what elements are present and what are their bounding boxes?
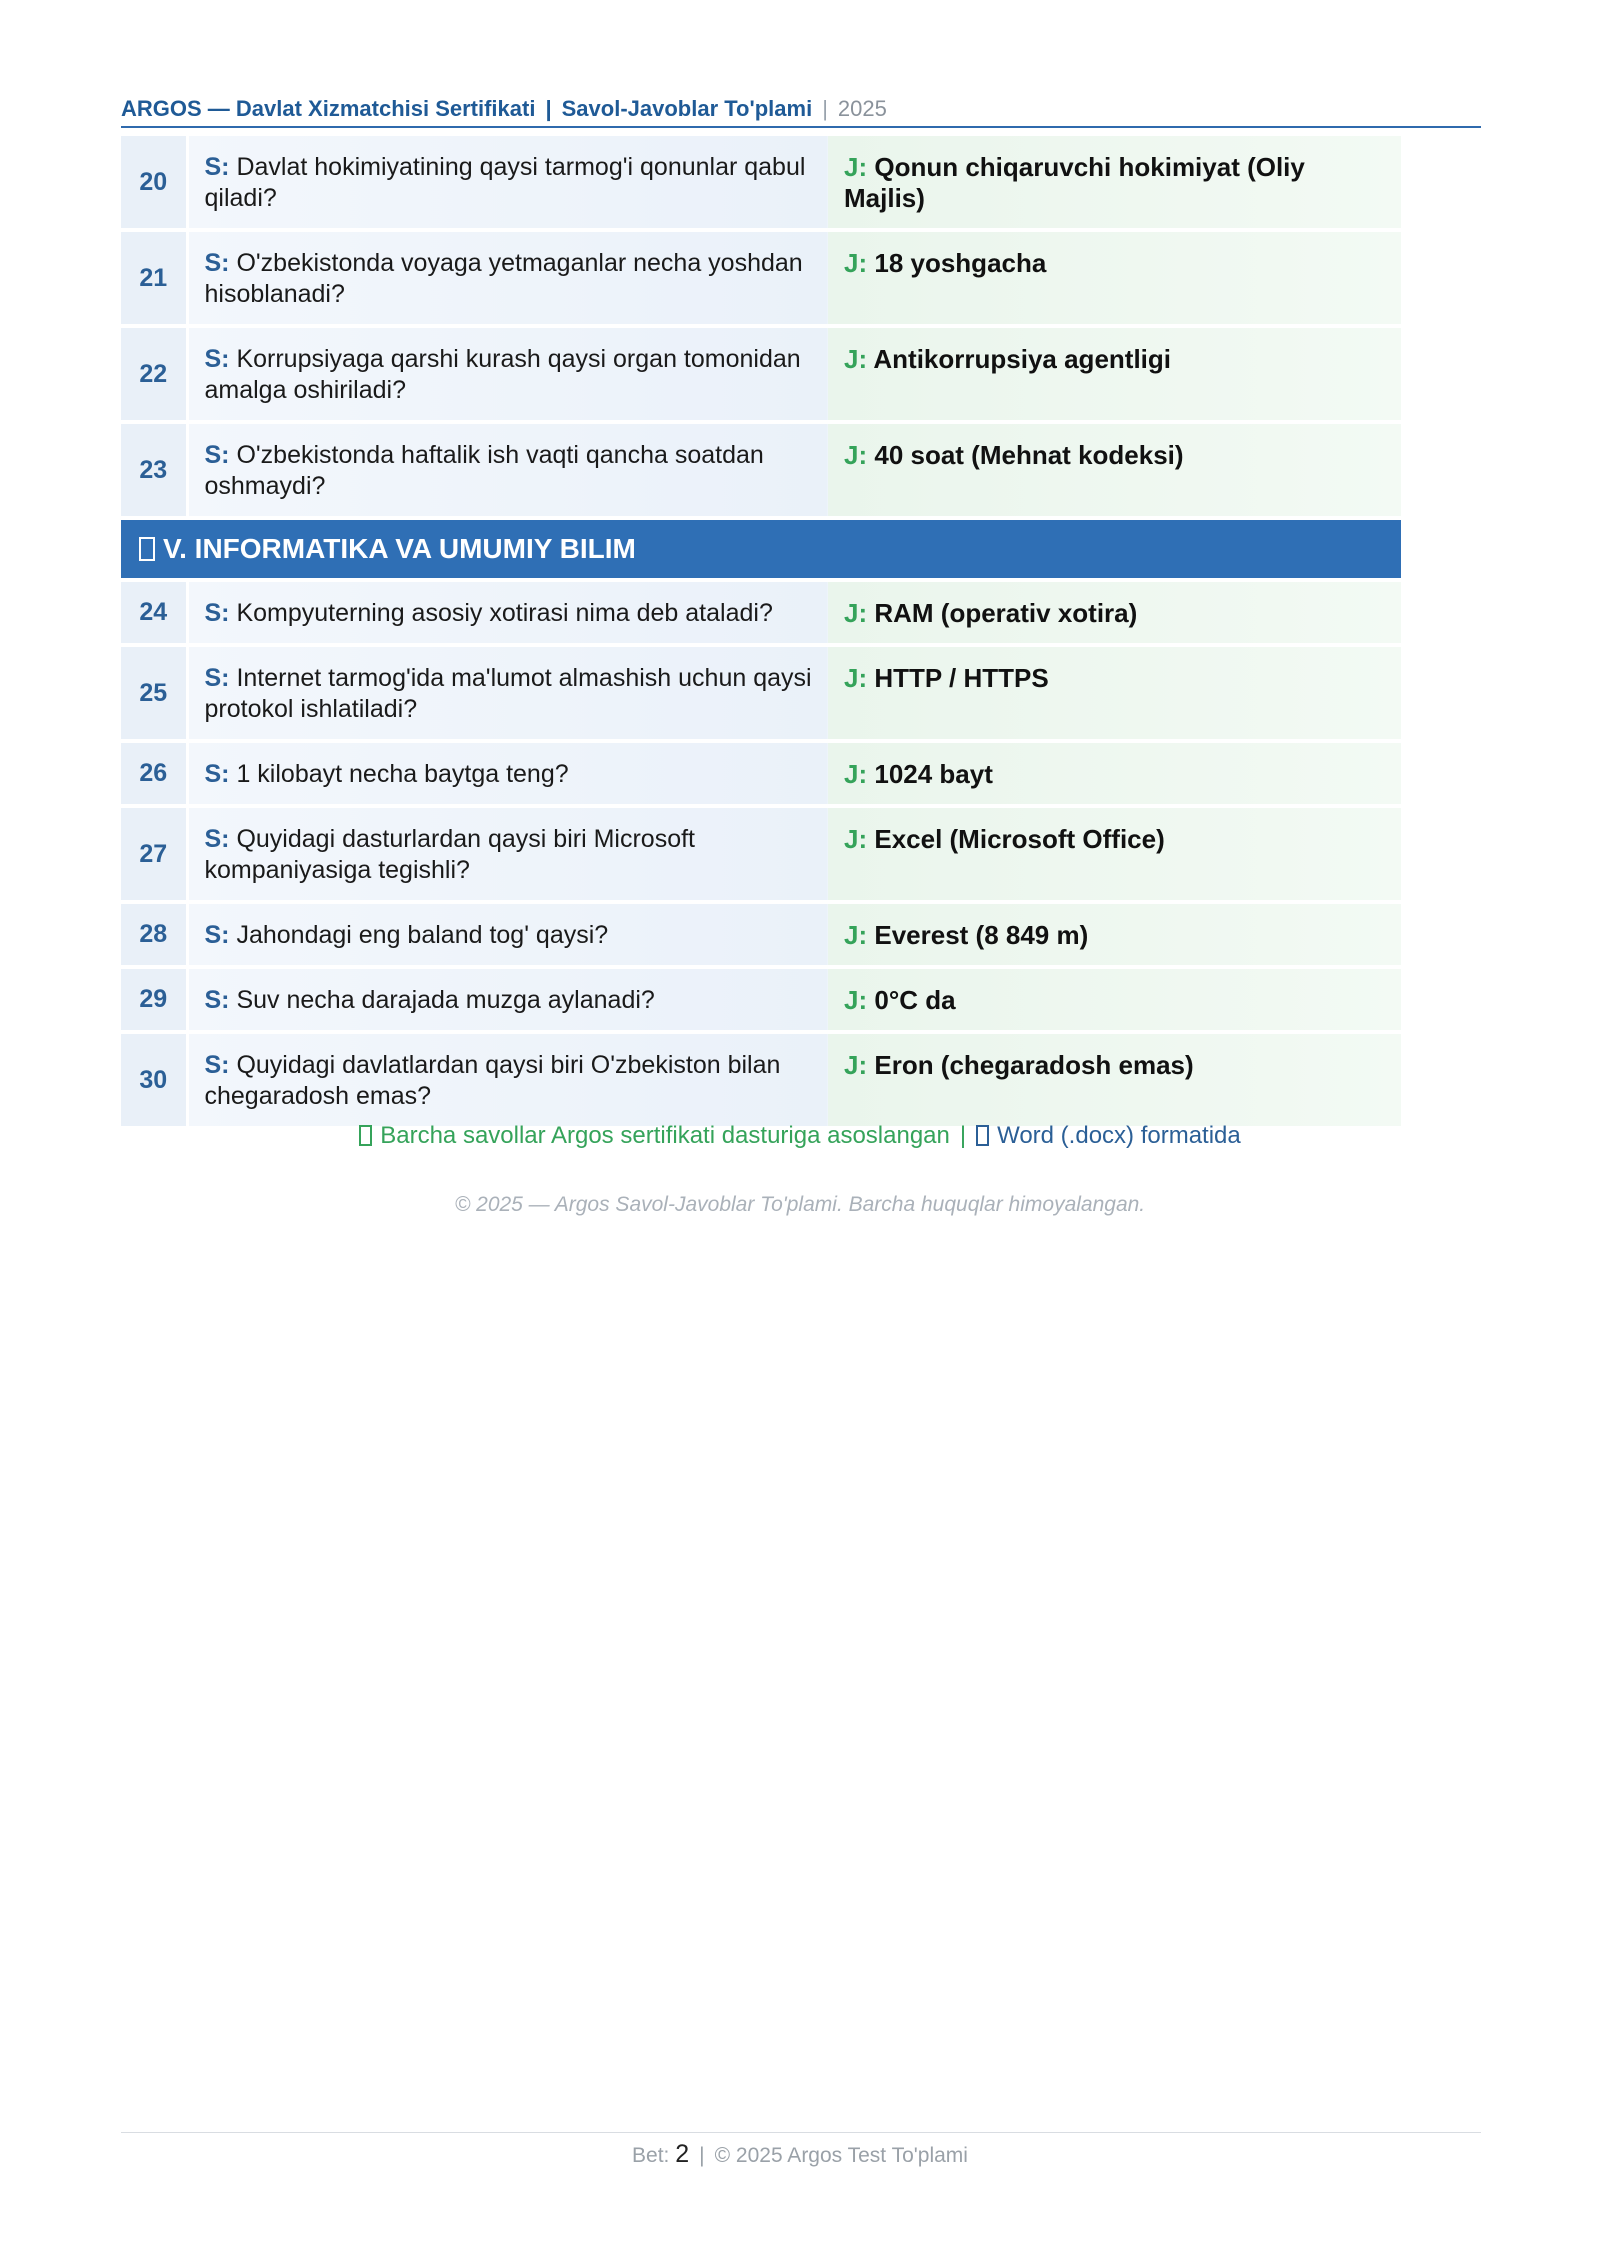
question-label: S: bbox=[204, 153, 230, 181]
question-cell bbox=[187, 422, 828, 518]
copyright-text: © 2025 — Argos Savol-Javoblar To'plami. Barcha huquqlar himoyalangan. bbox=[454, 1193, 1146, 1216]
answer-cell bbox=[828, 326, 1401, 422]
question-cell bbox=[187, 326, 828, 422]
answer-label: J: bbox=[844, 985, 868, 1015]
answer-cell bbox=[828, 741, 1401, 806]
question-number: 24 bbox=[121, 580, 187, 645]
question-label: S: bbox=[204, 249, 230, 277]
question-number: 25 bbox=[121, 645, 187, 741]
table-row bbox=[121, 1032, 1401, 1128]
answer-cell bbox=[828, 230, 1401, 326]
page-header bbox=[121, 94, 1481, 128]
table-row bbox=[121, 806, 1401, 902]
answer-text: Excel (Microsoft Office) bbox=[874, 824, 1165, 854]
page-label: Bet: bbox=[632, 2144, 670, 2167]
table-row bbox=[121, 902, 1401, 967]
footer-note bbox=[0, 1122, 1600, 1150]
answer-label: J: bbox=[844, 152, 868, 182]
answer-text: 0°C da bbox=[874, 985, 956, 1015]
table-row bbox=[121, 136, 1401, 230]
answer-cell bbox=[828, 422, 1401, 518]
answer-cell bbox=[828, 967, 1401, 1032]
header-brand: ARGOS — Davlat Xizmatchisi Sertifikati bbox=[121, 96, 536, 121]
question-text: Jahondagi eng baland tog' qaysi? bbox=[236, 921, 609, 949]
question-cell bbox=[187, 580, 828, 645]
table-row bbox=[121, 326, 1401, 422]
table-row bbox=[121, 967, 1401, 1032]
question-text: O'zbekistonda voyaga yetmaganlar necha yoshdan hisoblanadi? bbox=[204, 249, 803, 308]
unknown-glyph-icon bbox=[139, 537, 155, 561]
answer-text: Eron (chegaradosh emas) bbox=[874, 1050, 1194, 1080]
answer-label: J: bbox=[844, 759, 868, 789]
question-number: 21 bbox=[121, 230, 187, 326]
question-label: S: bbox=[204, 825, 230, 853]
answer-cell bbox=[828, 902, 1401, 967]
question-cell bbox=[187, 645, 828, 741]
answer-text: 1024 bayt bbox=[874, 759, 993, 789]
question-number: 27 bbox=[121, 806, 187, 902]
page-footer-text: © 2025 Argos Test To'plami bbox=[714, 2144, 968, 2167]
answer-label: J: bbox=[844, 920, 868, 950]
unknown-glyph-icon bbox=[359, 1125, 372, 1146]
question-text: Quyidagi dasturlardan qaysi biri Microsoft kompaniyasiga tegishli? bbox=[204, 825, 695, 884]
answer-text: 40 soat (Mehnat kodeksi) bbox=[874, 440, 1184, 470]
section-header-row bbox=[121, 518, 1401, 580]
answer-cell bbox=[828, 806, 1401, 902]
question-text: Kompyuterning asosiy xotirasi nima deb ataladi? bbox=[236, 599, 773, 627]
question-cell bbox=[187, 902, 828, 967]
answer-label: J: bbox=[844, 248, 868, 278]
question-text: Korrupsiyaga qarshi kurash qaysi organ tomonidan amalga oshiriladi? bbox=[204, 345, 801, 404]
footer-note-left-text: Barcha savollar Argos sertifikati dasturiga asoslangan bbox=[380, 1122, 950, 1149]
table-row bbox=[121, 230, 1401, 326]
question-number: 28 bbox=[121, 902, 187, 967]
header-separator: | bbox=[545, 96, 552, 121]
table-row bbox=[121, 741, 1401, 806]
answer-label: J: bbox=[844, 598, 868, 628]
answer-text: Everest (8 849 m) bbox=[874, 920, 1089, 950]
question-number: 30 bbox=[121, 1032, 187, 1128]
answer-label: J: bbox=[844, 440, 868, 470]
header-collection: Savol-Javoblar To'plami bbox=[561, 96, 813, 121]
question-text: Internet tarmog'ida ma'lumot almashish uchun qaysi protokol ishlatiladi? bbox=[204, 664, 812, 723]
question-cell bbox=[187, 741, 828, 806]
question-number: 26 bbox=[121, 741, 187, 806]
question-label: S: bbox=[204, 1051, 230, 1079]
answer-text: HTTP / HTTPS bbox=[874, 663, 1049, 693]
table-row bbox=[121, 645, 1401, 741]
question-label: S: bbox=[204, 921, 230, 949]
footer-note-right-text: Word (.docx) formatida bbox=[997, 1122, 1241, 1149]
answer-text: Qonun chiqaruvchi hokimiyat (Oliy Majlis) bbox=[844, 152, 1305, 213]
question-number: 29 bbox=[121, 967, 187, 1032]
question-cell bbox=[187, 1032, 828, 1128]
footer-divider bbox=[121, 2132, 1481, 2133]
page-footer-separator: | bbox=[699, 2144, 705, 2167]
question-text: Quyidagi davlatlardan qaysi biri O'zbekiston bilan chegaradosh emas? bbox=[204, 1051, 781, 1110]
answer-cell bbox=[828, 136, 1401, 230]
answer-text: RAM (operativ xotira) bbox=[874, 598, 1138, 628]
answer-text: Antikorrupsiya agentligi bbox=[873, 344, 1171, 374]
question-cell bbox=[187, 136, 828, 230]
footer-note-right bbox=[976, 1122, 1241, 1149]
question-cell bbox=[187, 967, 828, 1032]
footer-note-separator: | bbox=[959, 1122, 967, 1149]
header-separator-light: | bbox=[822, 96, 828, 121]
question-label: S: bbox=[204, 441, 230, 469]
question-text: O'zbekistonda haftalik ish vaqti qancha soatdan oshmaydi? bbox=[204, 441, 764, 500]
unknown-glyph-icon bbox=[976, 1125, 989, 1146]
question-label: S: bbox=[204, 599, 230, 627]
question-text: Suv necha darajada muzga aylanadi? bbox=[236, 986, 655, 1014]
question-label: S: bbox=[204, 986, 230, 1014]
table-row bbox=[121, 580, 1401, 645]
question-text: 1 kilobayt necha baytga teng? bbox=[236, 760, 569, 788]
question-text: Davlat hokimiyatining qaysi tarmog'i qonunlar qabul qiladi? bbox=[204, 153, 806, 212]
section-title: V. INFORMATIKA VA UMUMIY BILIM bbox=[163, 533, 636, 564]
question-cell bbox=[187, 806, 828, 902]
footer-note-left bbox=[359, 1122, 950, 1149]
question-number: 20 bbox=[121, 136, 187, 230]
answer-label: J: bbox=[844, 824, 868, 854]
page-number: 2 bbox=[675, 2140, 690, 2168]
answer-label: J: bbox=[844, 344, 868, 374]
table-row bbox=[121, 422, 1401, 518]
question-cell bbox=[187, 230, 828, 326]
page-footer bbox=[0, 2140, 1600, 2169]
answer-text: 18 yoshgacha bbox=[874, 248, 1047, 278]
answer-cell bbox=[828, 645, 1401, 741]
question-number: 22 bbox=[121, 326, 187, 422]
question-label: S: bbox=[204, 664, 230, 692]
section-header bbox=[121, 518, 1401, 580]
answer-label: J: bbox=[844, 663, 868, 693]
qa-table bbox=[121, 136, 1401, 1130]
answer-cell bbox=[828, 1032, 1401, 1128]
header-year: 2025 bbox=[837, 96, 887, 121]
question-label: S: bbox=[204, 345, 230, 373]
answer-cell bbox=[828, 580, 1401, 645]
question-label: S: bbox=[204, 760, 230, 788]
question-number: 23 bbox=[121, 422, 187, 518]
answer-label: J: bbox=[844, 1050, 868, 1080]
